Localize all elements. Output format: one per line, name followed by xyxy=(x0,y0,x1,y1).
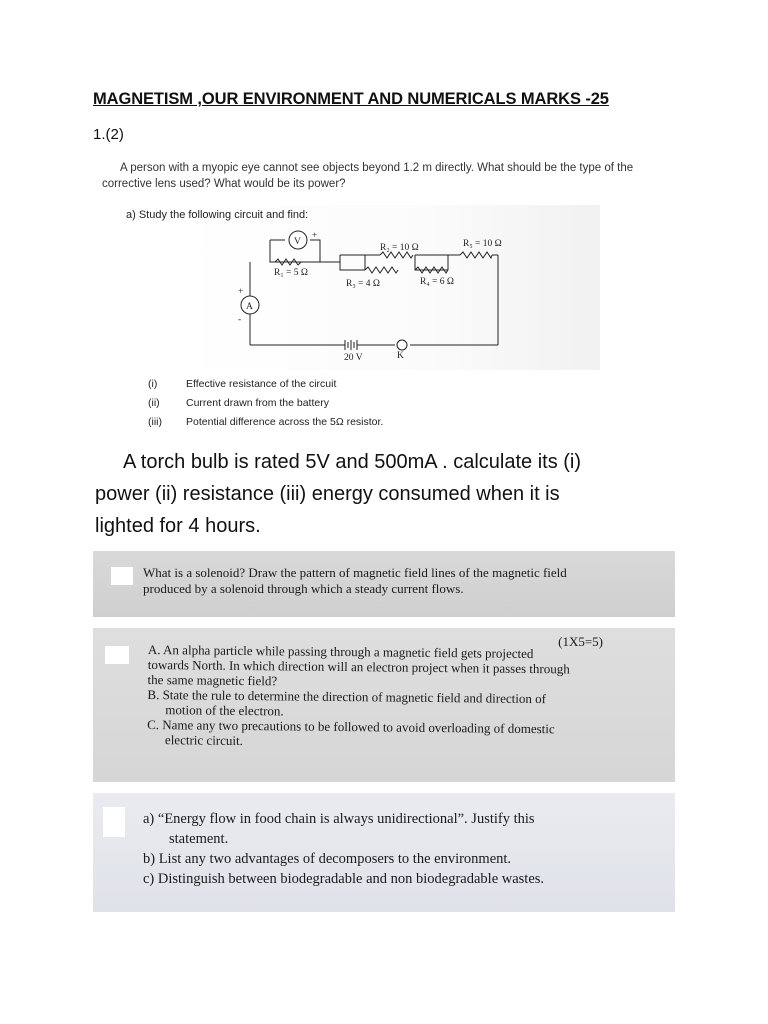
wire-top xyxy=(320,255,498,262)
energy-c: c) Distinguish between biodegradable and non biodegradable wastes. xyxy=(143,871,545,887)
circuit-parts-list xyxy=(148,378,383,435)
torch-line-3: lighted for 4 hours. xyxy=(95,515,261,537)
energy-question-panel xyxy=(93,793,675,912)
key-label: K xyxy=(397,351,404,361)
circuit-prompt: a) Study the following circuit and find: xyxy=(126,209,309,221)
ammeter-label: A xyxy=(246,302,253,312)
myopic-line-1: A person with a myopic eye cannot see objects beyond 1.2 m directly. What should be the type of the xyxy=(120,162,634,174)
alpha-c-line-2: electric circuit. xyxy=(164,732,244,748)
answer-checkbox[interactable] xyxy=(105,646,129,664)
key-symbol xyxy=(397,340,407,350)
torch-line-2: power (ii) resistance (iii) energy consumed when it is xyxy=(95,483,560,505)
ammeter-minus: - xyxy=(238,315,242,325)
ammeter-plus: + xyxy=(238,287,244,297)
question-number: 1.(2) xyxy=(93,126,124,143)
alpha-b-line-2: motion of the electron. xyxy=(165,702,284,719)
list-item: (iii) Potential difference across the 5Ω resistor. xyxy=(148,416,384,428)
list-item: (ii) Current drawn from the battery xyxy=(148,397,329,409)
solenoid-line-1: What is a solenoid? Draw the pattern of magnetic field lines of the magnetic field xyxy=(143,565,567,580)
voltmeter-label: V xyxy=(294,237,301,247)
voltmeter-plus: + xyxy=(312,231,318,241)
solenoid-line-2: produced by a solenoid through which a steady current flows. xyxy=(143,581,464,596)
myopic-line-2: corrective lens used? What would be its power? xyxy=(102,178,346,190)
r2-label: R₂ = 10 Ω xyxy=(380,243,419,253)
battery-cells xyxy=(345,340,357,350)
answer-checkbox[interactable] xyxy=(103,807,125,837)
alpha-a-line-3: the same magnetic field? xyxy=(147,671,278,689)
list-item: (i) Effective resistance of the circuit xyxy=(148,378,337,390)
r3-resistor xyxy=(365,267,398,273)
r5-label: R₅ = 10 Ω xyxy=(463,239,502,249)
alpha-c-line-1: C. Name any two precautions to be followed to avoid overloading of domestic xyxy=(147,716,555,737)
marks-label: (1X5=5) xyxy=(558,634,603,649)
torch-line-1: A torch bulb is rated 5V and 500mA . calculate its (i) xyxy=(123,451,582,473)
energy-b: b) List any two advantages of decomposers to the environment. xyxy=(143,851,512,867)
r1-label: R₁ = 5 Ω xyxy=(274,268,308,278)
answer-checkbox[interactable] xyxy=(111,567,133,585)
torch-question xyxy=(95,446,695,542)
energy-a-line-2: statement. xyxy=(169,831,229,847)
battery-label: 20 V xyxy=(344,353,363,363)
page-title: MAGNETISM ,OUR ENVIRONMENT AND NUMERICALS MARKS -25 xyxy=(93,90,609,108)
solenoid-question-panel xyxy=(93,551,675,617)
r3-label: R₃ = 4 Ω xyxy=(346,279,380,289)
r4-label: R₄ = 6 Ω xyxy=(420,277,454,287)
alpha-a-line-1: A. An alpha particle while passing through a magnetic field gets projected xyxy=(147,642,534,662)
alpha-a-line-2: towards North. In which direction will an electron project when it passes through xyxy=(147,656,570,677)
alpha-question-panel xyxy=(93,628,675,782)
alpha-b-line-1: B. State the rule to determine the direction of magnetic field and direction of xyxy=(147,686,547,707)
energy-a-line-1: a) “Energy flow in food chain is always unidirectional”. Justify this xyxy=(143,811,535,827)
r5-resistor xyxy=(460,252,492,258)
